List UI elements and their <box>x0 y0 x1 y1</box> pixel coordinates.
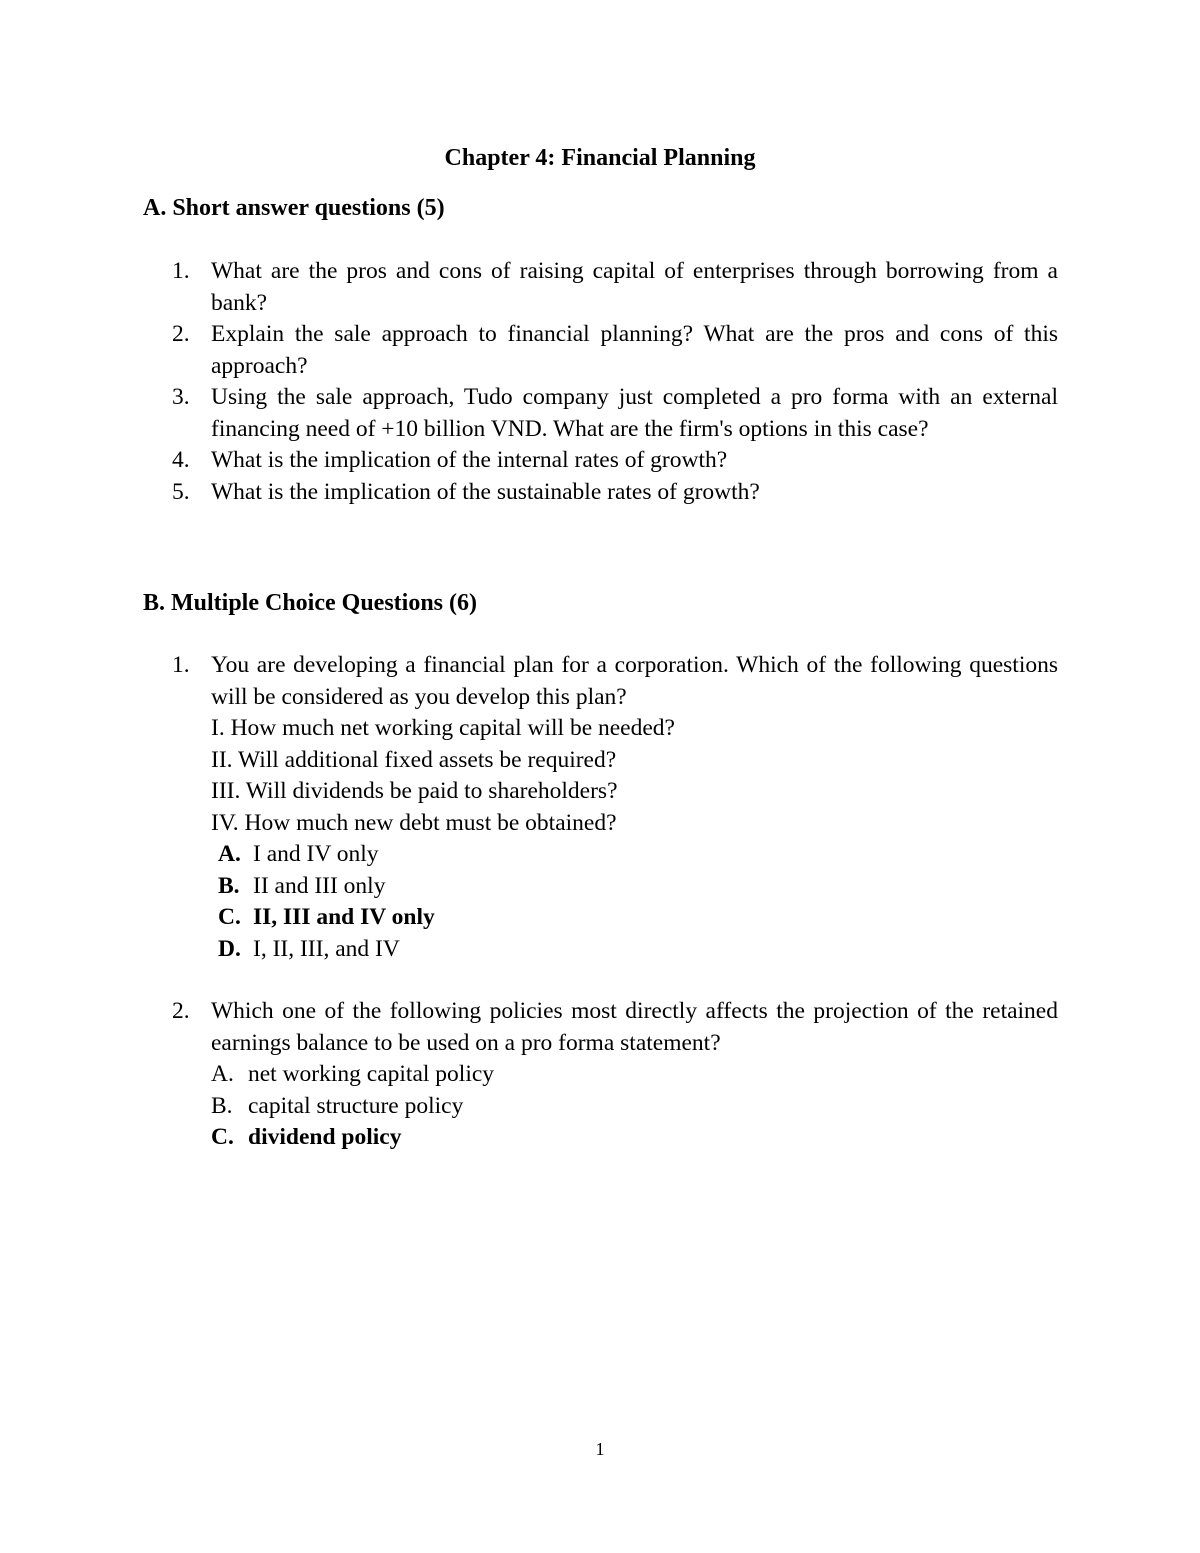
option-letter: A. <box>211 1061 234 1087</box>
section-b-heading: B. Multiple Choice Questions (6) <box>143 590 477 616</box>
spacer <box>172 965 1058 996</box>
question-text: What is the implication of the sustainable rates of growth? <box>211 478 760 505</box>
question-text: Using the sale approach, Tudo company just completed a pro forma with an external financing need of +10 billion VND. What are the firm's options in this case? <box>211 384 1058 442</box>
item-number: 2. <box>172 321 190 347</box>
answer-option <box>211 871 1058 903</box>
page-number: 1 <box>595 1439 605 1459</box>
option-letter: D. <box>218 935 241 962</box>
option-letter: C. <box>218 904 241 930</box>
question-text: Which one of the following policies most directly affects the projection of the retained earnings balance to be used on a pro forma statement? <box>211 998 1058 1056</box>
question-text: What is the implication of the internal rates of growth? <box>211 447 728 473</box>
answer-option <box>211 934 1058 966</box>
item-number: 2. <box>172 998 190 1024</box>
answer-option-correct <box>211 902 1058 934</box>
list-item <box>172 319 1058 382</box>
option-text: dividend policy <box>248 1124 402 1150</box>
statement: III. Will dividends be paid to shareholders? <box>211 778 618 804</box>
answer-option-correct <box>211 1122 1058 1154</box>
statement: IV. How much new debt must be obtained? <box>211 809 617 836</box>
answer-option <box>211 1059 1058 1091</box>
answer-option <box>211 1091 1058 1123</box>
multiple-choice-list <box>172 650 1058 1154</box>
item-number: 1. <box>172 258 190 284</box>
short-answer-list <box>172 256 1058 508</box>
list-item <box>172 477 1058 509</box>
question-text: Explain the sale approach to financial planning? What are the pros and cons of this approach? <box>211 321 1058 379</box>
question-text: You are developing a financial plan for a corporation. Which of the following questions will be considered as you develop this plan? <box>211 652 1058 710</box>
list-item <box>172 382 1058 445</box>
list-item <box>172 445 1058 477</box>
option-text: net working capital policy <box>248 1061 495 1087</box>
option-letter: B. <box>218 872 240 899</box>
list-item <box>172 256 1058 319</box>
option-text: II, III and IV only <box>253 904 435 930</box>
item-number: 3. <box>172 384 190 410</box>
answer-option <box>211 839 1058 871</box>
option-text: I and IV only <box>253 841 379 867</box>
list-item <box>172 650 1058 965</box>
option-text: capital structure policy <box>248 1092 464 1119</box>
option-letter: A. <box>218 841 241 867</box>
item-number: 4. <box>172 447 190 473</box>
statement: I. How much net working capital will be needed? <box>211 715 675 741</box>
option-text: I, II, III, and IV <box>253 935 400 962</box>
item-number: 5. <box>172 478 190 505</box>
statement: II. Will additional fixed assets be required? <box>211 746 617 773</box>
page-title: Chapter 4: Financial Planning <box>444 145 756 171</box>
question-text: What are the pros and cons of raising capital of enterprises through borrowing from a bank? <box>211 258 1058 316</box>
option-letter: B. <box>211 1092 233 1119</box>
section-a-heading: A. Short answer questions (5) <box>143 195 445 221</box>
list-item <box>172 996 1058 1154</box>
option-text: II and III only <box>253 872 386 899</box>
option-letter: C. <box>211 1124 234 1150</box>
item-number: 1. <box>172 652 190 678</box>
